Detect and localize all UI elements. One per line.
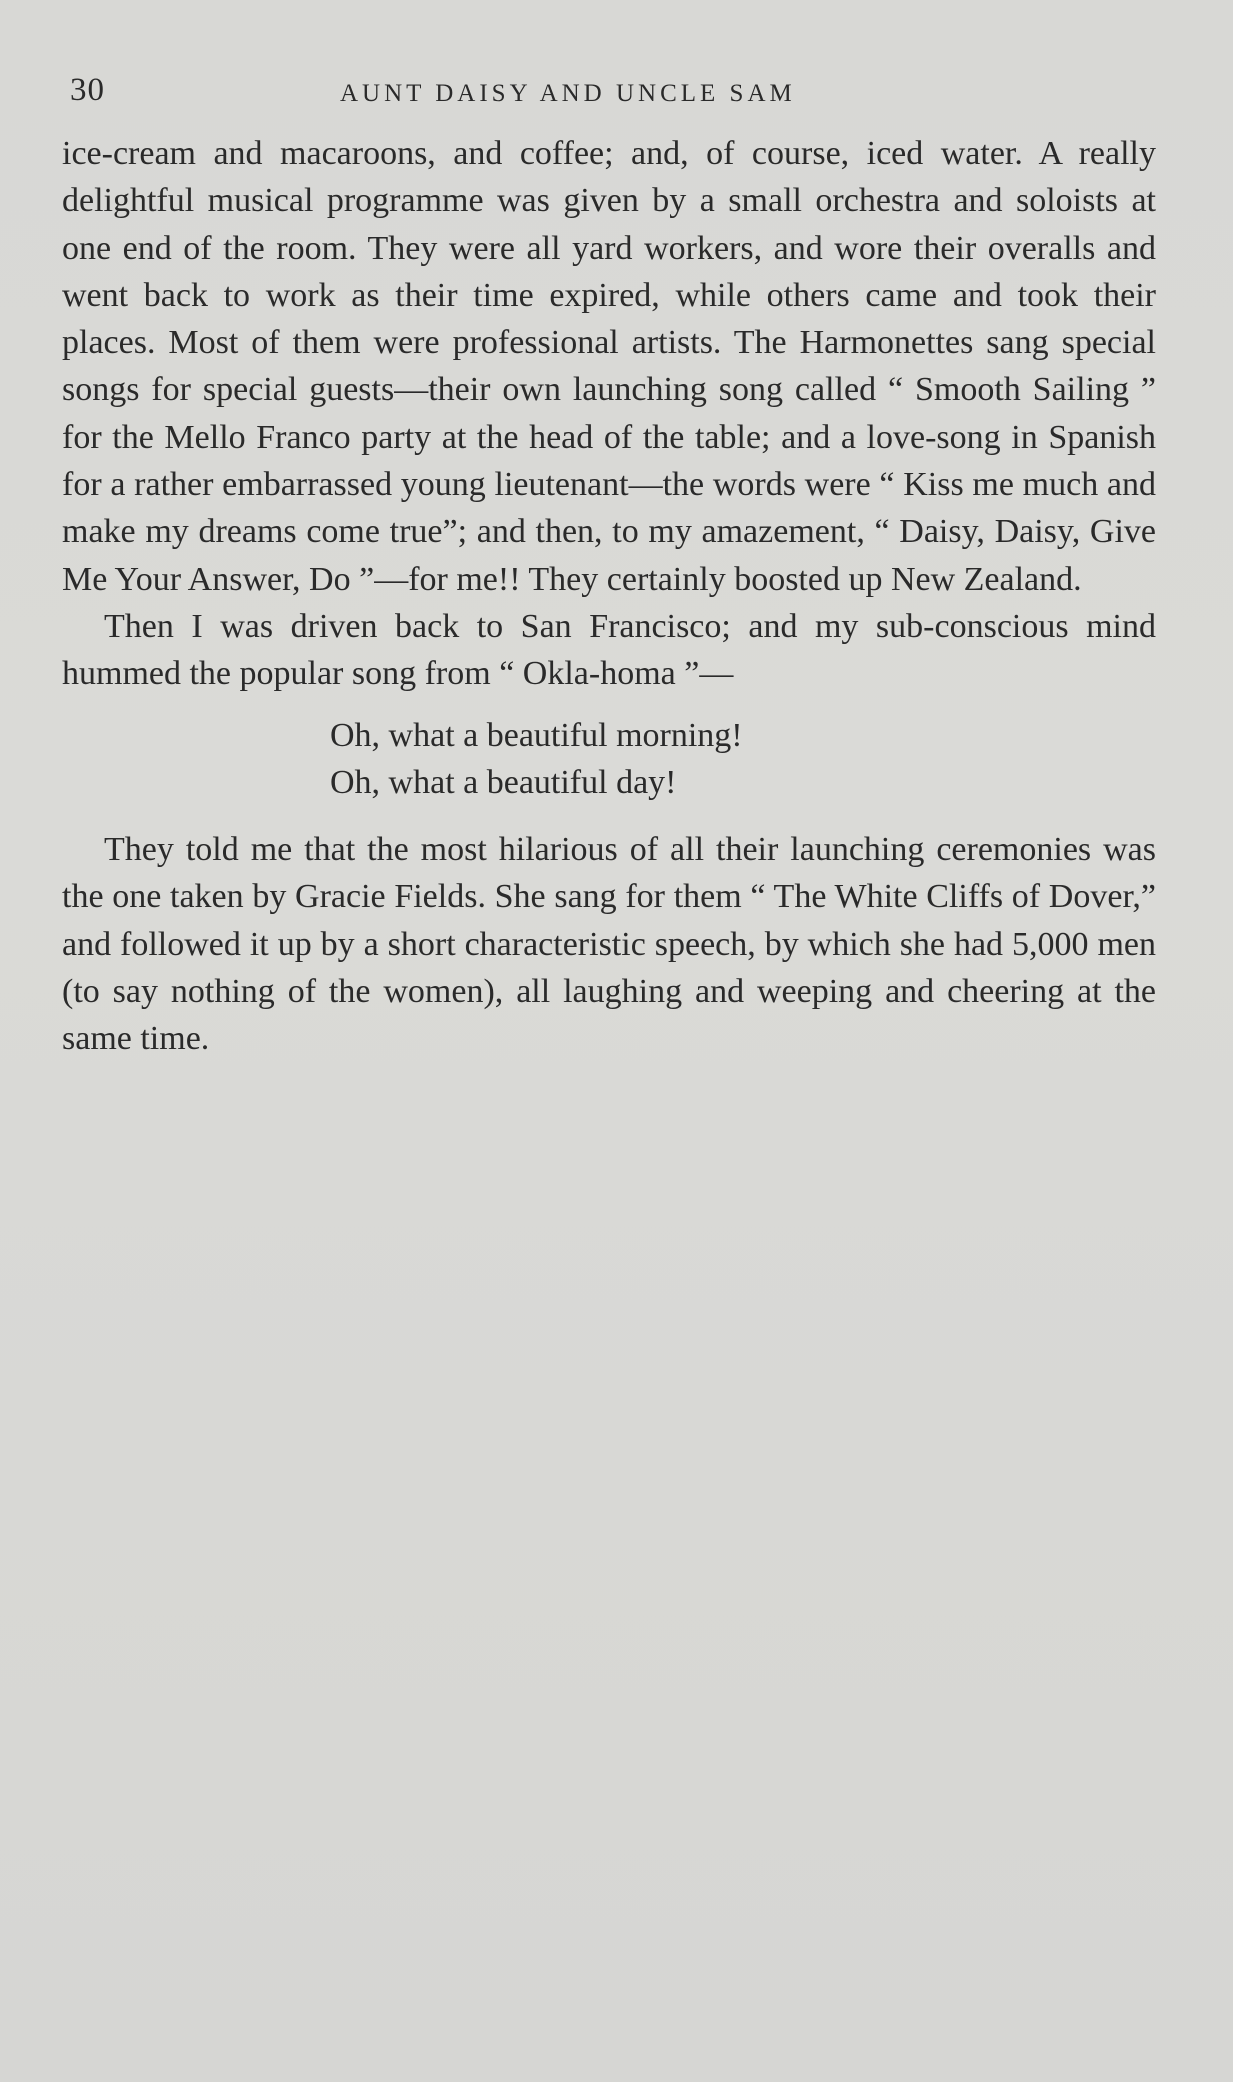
paragraph-continued: ice-cream and macaroons, and coffee; and, of course, iced water. A really delightful musical programme was given by a small orchestra and soloists at one end of the room. They were all yard workers, and wore their overalls and went back to work as their time expired, while others came and took their places. Most of them were professional artists. The Harmonettes sang special songs for special guests—their own launching song called “ Smooth Sailing ” for the Mello Franco party at the head of the table; and a love-song in Spanish for a rather embarrassed young lieutenant—the words were “ Kiss me much and make my dreams come true”; and then, to my amazement, “ Daisy, Daisy, Give Me Your Answer, Do ”—for me!! They certainly boosted up New Zealand.: [62, 135, 1156, 598]
verse-line: Oh, what a beautiful day!: [330, 763, 677, 801]
page-number: 30: [70, 72, 105, 108]
verse-quotation: [330, 712, 1156, 807]
paragraph: They told me that the most hilarious of all their launching ceremonies was the one taken by Gracie Fields. She sang for them “ The White Cliffs of Dover,” and followed it up by a short characteristic speech, by which she had 5,000 men (to say nothing of the women), all laughing and weeping and cheering at the same time.: [62, 831, 1156, 1058]
verse-line: Oh, what a beautiful morning!: [330, 716, 743, 754]
body-text: [62, 130, 1156, 1063]
running-title: AUNT DAISY AND UNCLE SAM: [340, 80, 796, 107]
running-head: [70, 72, 1160, 112]
paragraph: Then I was driven back to San Francisco; and my sub-conscious mind hummed the popular song from “ Okla-homa ”—: [62, 607, 1156, 693]
